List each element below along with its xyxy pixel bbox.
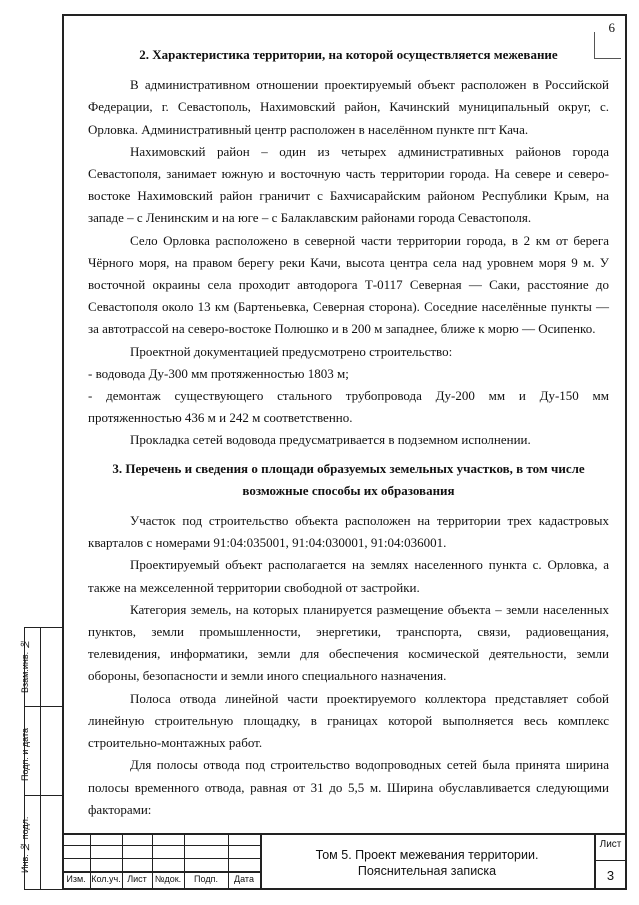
side-row-line bbox=[24, 706, 62, 707]
side-podp-label: Подп. и дата bbox=[20, 728, 30, 782]
stamp-podp-label: Подп. bbox=[194, 874, 218, 884]
title-block-top-border bbox=[62, 833, 627, 835]
paragraph: В административном отношении проектируемый объект расположен в Российской Федерации, г. Севастополь, Нахимовский район, Качинский муниципальный округ, с. Орловка. Административный центр расположен в населённом пункте пгт Кача. bbox=[88, 77, 609, 137]
paragraph: Категория земель, на которых планируется размещение объекта – земли населенных пунктов, земли промышленности, энергетики, транспорта, связи, радиовещания, телевидения, информатики, земли для обеспечения космической деятельности, земли обороны, безопасности и земли иного специального назначения. bbox=[88, 601, 609, 684]
section3-heading-line2: возможные способы их образования bbox=[242, 482, 455, 498]
section3-heading-line1: 3. Перечень и сведения о площади образуемых земельных участков, в том числе bbox=[112, 460, 585, 476]
sheet-number: 3 bbox=[606, 868, 615, 883]
sheet-label: Лист bbox=[599, 839, 622, 850]
paragraph: Село Орловка расположено в северной части территории города, в 2 км от берега Чёрного моря, на правом берегу реки Качи, высота центра села над уровнем моря 9 м. У восточной окраины села проходит автодорога Т-0117 Северная — Саки, расстояние до Севастополя около 13 км (Бартеньевка, Северная сторона). Соседние населённые пункты — за автотрассой на северо-востоке Полюшко и в 200 м западнее, ближе к морю — Осипенко. bbox=[88, 232, 609, 337]
stamp-row-line bbox=[594, 860, 627, 861]
paragraph: Проектной документацией предусмотрено строительство: bbox=[130, 343, 453, 359]
stamp-list-col-label: Лист bbox=[127, 874, 147, 884]
title-block bbox=[62, 833, 627, 890]
paragraph: Для полосы отвода под строительство водопроводных сетей была принята ширина полосы временного отвода, равная от 31 до 5,5 м. Ширина обуславливается следующими факторами: bbox=[88, 757, 609, 817]
document-body bbox=[88, 44, 609, 821]
page-number: 6 bbox=[608, 20, 615, 35]
side-row-line bbox=[24, 795, 62, 796]
stamp-koluch-label: Кол.уч. bbox=[91, 874, 121, 884]
document-title bbox=[260, 847, 594, 879]
paragraph: Участок под строительство объекта расположен на территории трех кадастровых кварталов с номерами 91:04:035001, 91:04:030001, 91:04:036001. bbox=[88, 513, 609, 551]
document-title-line1: Том 5. Проект межевания территории. bbox=[315, 848, 539, 862]
side-row-line bbox=[24, 627, 62, 628]
stamp-ndok-label: №док. bbox=[154, 874, 182, 884]
stamp-row-line bbox=[62, 845, 260, 846]
side-stamp bbox=[20, 627, 62, 890]
paragraph: Проектируемый объект располагается на землях населенного пункта с. Орловка, а также на межселенной территории свободной от застройки. bbox=[88, 557, 609, 595]
document-title-line2: Пояснительная записка bbox=[357, 864, 497, 878]
stamp-row-line bbox=[62, 871, 260, 873]
stamp-data-label: Дата bbox=[234, 874, 254, 884]
side-inv-label: Инв. № подл. bbox=[20, 816, 30, 874]
list-item: - водовода Ду-300 мм протяженностью 1803 м; bbox=[88, 365, 349, 381]
stamp-row-line bbox=[62, 858, 260, 859]
side-vzam-label: Взам.инв. № bbox=[20, 639, 30, 693]
list-item: - демонтаж существующего стального трубопровода Ду-200 мм и Ду-150 мм протяженностью 436 м и 242 м соответственно. bbox=[88, 388, 609, 426]
side-divider bbox=[40, 627, 41, 890]
section2-heading: 2. Характеристика территории, на которой осуществляется межевание bbox=[139, 47, 558, 62]
paragraph: Полоса отвода линейной части проектируемого коллектора представляет собой линейную строительную площадку, в границах которой выполняется весь комплекс строительно-монтажных работ. bbox=[88, 690, 609, 751]
paragraph: Прокладка сетей водовода предусматривается в подземном исполнении. bbox=[130, 432, 531, 448]
stamp-izm-label: Изм. bbox=[66, 874, 86, 884]
paragraph: Нахимовский район – один из четырех административных районов города Севастополя, занимает южную и восточную часть территории города. На севере и северо-востоке Нахимовский район граничит с Бахчисарайским районом Республики Крым, на западе – с Ленинским и на юге – с Балаклавским районами города Севастополя. bbox=[88, 143, 609, 226]
